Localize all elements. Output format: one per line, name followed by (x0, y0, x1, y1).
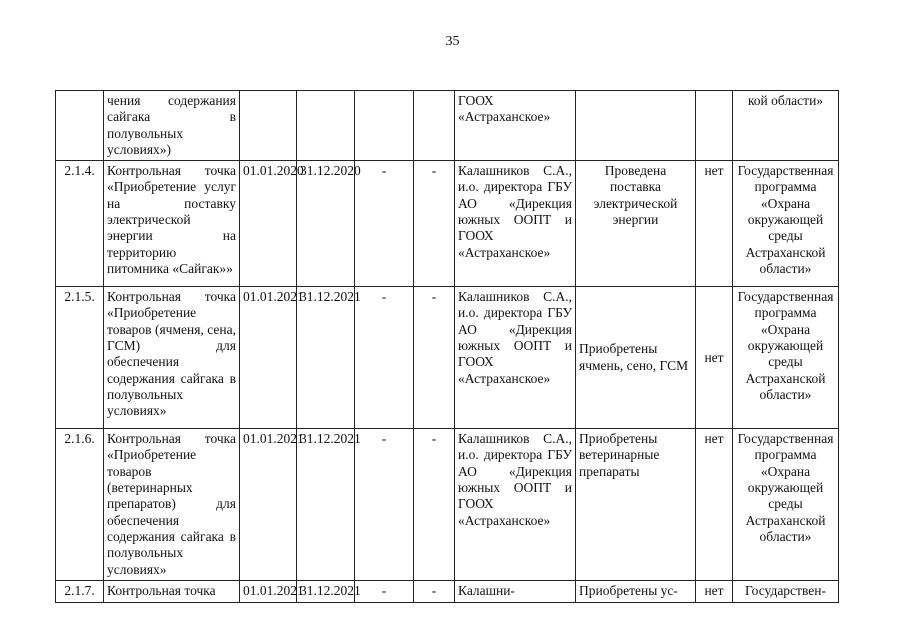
row-number: 2.1.5. (56, 287, 104, 429)
start-date (240, 91, 297, 161)
executor: Калашников С.А., и.о. директора ГБУ АО «Дирекция южных ООПТ и ГООХ «Астраханское» (455, 161, 576, 287)
end-date: 31.12.2021 (297, 287, 355, 429)
program: кой области» (733, 91, 839, 161)
row-number: 2.1.6. (56, 429, 104, 581)
page-number: 35 (445, 34, 460, 49)
flag: нет (696, 429, 733, 581)
row-number (56, 91, 104, 161)
start-date: 01.01.2020 (240, 161, 297, 287)
activity-name: чения содержания сайгака в полувольных условиях») (104, 91, 240, 161)
activity-name: Контрольная точка «Приобретение услуг на поставку электрической энергии на территорию питомника «Сайгак»» (104, 161, 240, 287)
result: Приобретены ус- (576, 580, 696, 602)
activity-plan-table (55, 90, 839, 603)
executor: ГООХ «Астраханское» (455, 91, 576, 161)
planned-dash: - (355, 161, 414, 287)
end-date: 31.12.2021 (297, 580, 355, 602)
table-row (56, 161, 839, 287)
start-date: 01.01.2021 (240, 287, 297, 429)
planned-dash (355, 91, 414, 161)
activity-name: Контрольная точка «Приобретение товаров (ячменя, сена, ГСМ) для обеспечения содержания сайгака в полувольных условиях» (104, 287, 240, 429)
activity-name: Контрольная точка (104, 580, 240, 602)
program: Государствен- (733, 580, 839, 602)
activity-name: Контрольная точка «Приобретение товаров (ветеринарных препаратов) для обеспечения содержания сайгака в полувольных условиях» (104, 429, 240, 581)
program: Государственная программа «Охрана окружающей среды Астраханской области» (733, 161, 839, 287)
program: Государственная программа «Охрана окружающей среды Астраханской области» (733, 287, 839, 429)
start-date: 01.01.2021 (240, 429, 297, 581)
result (576, 91, 696, 161)
actual-dash: - (414, 161, 455, 287)
executor: Калашников С.А., и.о. директора ГБУ АО «Дирекция южных ООПТ и ГООХ «Астраханское» (455, 429, 576, 581)
planned-dash: - (355, 429, 414, 581)
table-row (56, 91, 839, 161)
actual-dash (414, 91, 455, 161)
end-date: 31.12.2021 (297, 429, 355, 581)
row-number: 2.1.4. (56, 161, 104, 287)
table-row (56, 287, 839, 429)
result: Проведена поставка электрической энергии (576, 161, 696, 287)
actual-dash: - (414, 429, 455, 581)
planned-dash: - (355, 287, 414, 429)
flag (696, 91, 733, 161)
end-date (297, 91, 355, 161)
flag: нет (696, 161, 733, 287)
flag: нет (696, 287, 733, 429)
row-number: 2.1.7. (56, 580, 104, 602)
flag: нет (696, 580, 733, 602)
executor: Калашни- (455, 580, 576, 602)
planned-dash: - (355, 580, 414, 602)
start-date: 01.01.2021 (240, 580, 297, 602)
executor: Калашников С.А., и.о. директора ГБУ АО «Дирекция южных ООПТ и ГООХ «Астраханское» (455, 287, 576, 429)
result: Приобретены ячмень, сено, ГСМ (576, 287, 696, 429)
result: Приобретены ветеринарные препараты (576, 429, 696, 581)
program: Государственная программа «Охрана окружающей среды Астраханской области» (733, 429, 839, 581)
table-row (56, 429, 839, 581)
actual-dash: - (414, 580, 455, 602)
end-date: 31.12.2020 (297, 161, 355, 287)
actual-dash: - (414, 287, 455, 429)
table-row (56, 580, 839, 602)
